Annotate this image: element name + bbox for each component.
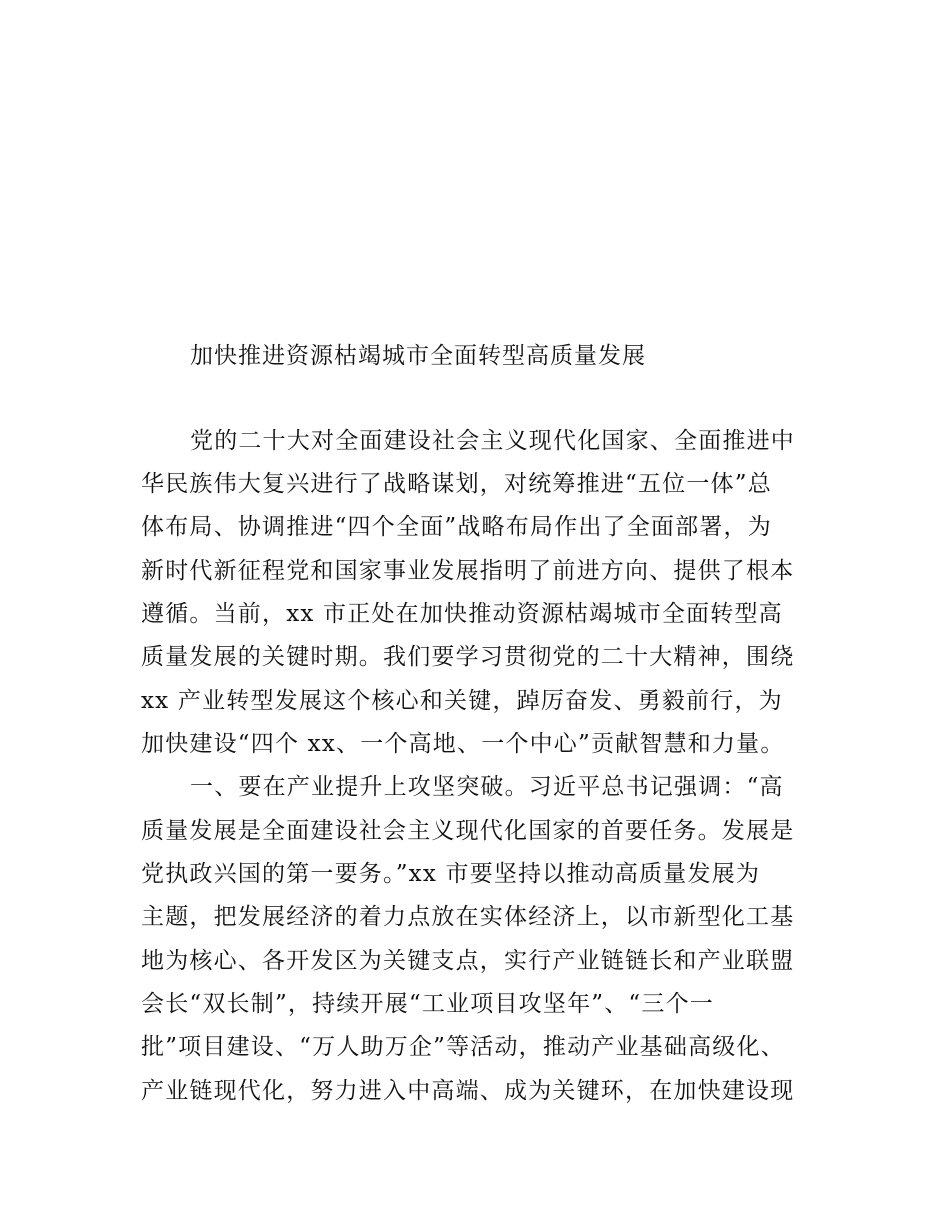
paragraph-line: 党执政兴国的第一要务。”xx 市要坚持以推动高质量发展为 xyxy=(141,861,761,887)
paragraph-line: 遵循。当前，xx 市正处在加快推动资源枯竭城市全面转型高 xyxy=(141,601,783,627)
paragraph-line: 产业链现代化，努力进入中高端、成为关键环，在加快建设现 xyxy=(141,1078,795,1104)
paragraph-line: 主题，把发展经济的着力点放在实体经济上，以市新型化工基 xyxy=(141,904,795,930)
document-title: 加快推进资源枯竭城市全面转型高质量发展 xyxy=(190,343,646,369)
paragraph-line: 质量发展是全面建设社会主义现代化国家的首要任务。发展是 xyxy=(141,818,795,844)
paragraph-line: 质量发展的关键时期。我们要学习贯彻党的二十大精神，围绕 xyxy=(141,644,795,670)
paragraph-line: 华民族伟大复兴进行了战略谋划，对统筹推进“五位一体”总 xyxy=(141,471,772,497)
paragraph-line: xx 产业转型发展这个核心和关键，踔厉奋发、勇毅前行，为 xyxy=(141,688,783,714)
paragraph-line: 会长“双长制”，持续开展“工业项目攻坚年”、“三个一 xyxy=(141,991,714,1017)
paragraph-line: 体布局、协调推进“四个全面”战略布局作出了全面部署，为 xyxy=(141,514,772,540)
paragraph-line: 新时代新征程党和国家事业发展指明了前进方向、提供了根本 xyxy=(141,558,795,584)
paragraph-line: 加快建设“四个 xx、一个高地、一个中心”贡献智慧和力量。 xyxy=(141,731,785,757)
paragraph-line: 地为核心、各开发区为关键支点，实行产业链链长和产业联盟 xyxy=(141,948,795,974)
paragraph-line: 批”项目建设、“万人助万企”等活动，推动产业基础高级化、 xyxy=(141,1034,785,1060)
paragraph-line: 一、要在产业提升上攻坚突破。习近平总书记强调：“高 xyxy=(190,774,784,800)
paragraph-line: 党的二十大对全面建设社会主义现代化国家、全面推进中 xyxy=(190,428,795,454)
